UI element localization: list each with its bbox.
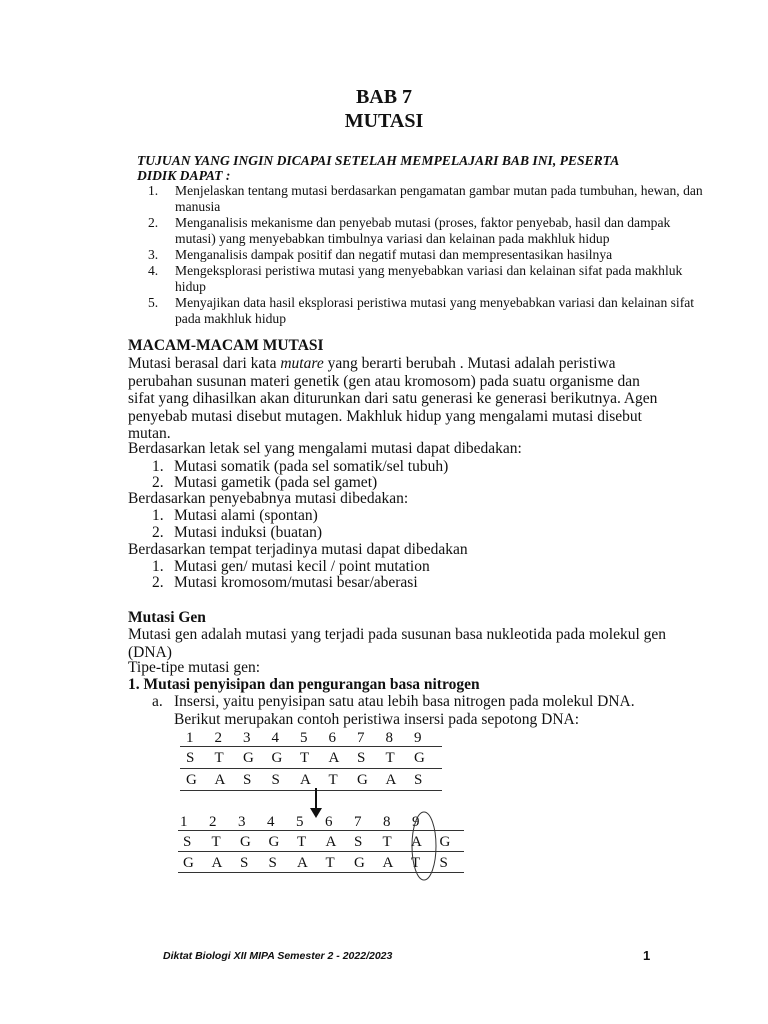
dna-base: 6 <box>325 814 333 830</box>
goal-number: 1. <box>148 183 159 198</box>
by-cause-heading: Berdasarkan penyebabnya mutasi dibedakan: <box>128 490 409 507</box>
dna-base: A <box>214 772 226 788</box>
dna-base: S <box>183 834 192 850</box>
list-text: Mutasi alami (spontan) <box>174 507 318 524</box>
dna-base: G <box>243 750 254 766</box>
dna-base: A <box>382 855 394 871</box>
dna-base: 1 <box>186 730 194 746</box>
dna-base: 5 <box>300 730 308 746</box>
intro-italic-term: mutare <box>280 355 324 372</box>
section-heading-gen: Mutasi Gen <box>128 609 206 626</box>
dna-base: 4 <box>271 730 279 746</box>
list-number: 1. <box>152 458 164 475</box>
dna-base: G <box>240 834 251 850</box>
goal-number: 3. <box>148 247 159 262</box>
dna-base: A <box>300 772 311 788</box>
insertion-line1: Insersi, yaitu penyisipan satu atau lebih basa nitrogen pada molekul DNA. <box>174 693 635 710</box>
dna-base: G <box>357 772 368 788</box>
section-heading-macam: MACAM-MACAM MUTASI <box>128 337 324 354</box>
dna-base: G <box>268 834 280 850</box>
dna-base: 7 <box>354 814 362 830</box>
dna-base: S <box>414 772 423 788</box>
goal-number: 4. <box>148 263 159 278</box>
dna-base: G <box>354 855 365 871</box>
dna-base: T <box>382 834 392 850</box>
dna-base: S <box>357 750 366 766</box>
dna-base: 7 <box>357 730 365 746</box>
goal-text: Menganalisis mekanisme dan penyebab mutasi (proses, faktor penyebab, hasil dan dampak mutasi) yang menyebabkan timbulnya variasi dan kelainan pada makhluk hidup <box>175 215 671 246</box>
dna-base: G <box>271 750 283 766</box>
dna-base: S <box>243 772 252 788</box>
dna-base: T <box>297 834 307 850</box>
insertion-line2: Berikut merupakan contoh peristiwa insersi pada sepotong DNA: <box>174 710 580 728</box>
list-text: Mutasi kromosom/mutasi besar/aberasi <box>174 574 418 591</box>
dna-base: A <box>385 772 397 788</box>
dna-base: A <box>325 834 337 850</box>
footer-text: Diktat Biologi XII MIPA Semester 2 - 2022/2023 <box>163 950 393 962</box>
goal-number: 2. <box>148 215 159 230</box>
dna-base: 3 <box>238 814 246 830</box>
dna-base: G <box>186 772 197 788</box>
dna-base: 8 <box>383 814 391 830</box>
dna-base: S <box>240 855 249 871</box>
by-cell-heading: Berdasarkan letak sel yang mengalami mutasi dapat dibedakan: <box>128 440 522 457</box>
dna-base: 2 <box>209 814 217 830</box>
list-text: Mutasi gametik (pada sel gamet) <box>174 474 378 491</box>
dna-base: 1 <box>180 814 188 830</box>
dna-base: 8 <box>385 730 393 746</box>
insertion-label: a. <box>152 693 163 710</box>
list-number: 2. <box>152 474 164 491</box>
goals-heading-line2: DIDIK DAPAT : <box>137 168 231 183</box>
down-arrow-icon <box>306 786 326 820</box>
intro-post: yang berarti berubah . Mutasi adalah peristiwa perubahan susunan materi genetik (gen atau kromosom) pada suatu organisme dan sifat yang dihasilkan akan diturunkan dari satu generasi ke generasi berikutnya. Agen penyebab mutasi disebut mutagen. Makhluk hidup yang mengalami mutasi disebut mutan. <box>128 355 658 443</box>
list-number: 1. <box>152 558 164 575</box>
insertion-highlight <box>410 810 438 882</box>
divider-line <box>180 768 442 769</box>
dna-base: A <box>411 834 422 850</box>
dna-base: G <box>414 750 425 766</box>
dna-base: 9 <box>414 730 422 746</box>
list-number: 2. <box>152 524 164 541</box>
intro-pre: Mutasi berasal dari kata <box>128 355 281 372</box>
dna-base: G <box>183 855 194 871</box>
dna-base: A <box>297 855 308 871</box>
dna-base: A <box>211 855 223 871</box>
goal-text: Menyajikan data hasil eksplorasi peristiwa mutasi yang menyebabkan variasi dan kelainan sifat pada makhluk hidup <box>175 295 695 326</box>
dna-base: A <box>328 750 340 766</box>
dna-base: 4 <box>267 814 275 830</box>
list-text: Mutasi induksi (buatan) <box>174 524 323 541</box>
list-number: 1. <box>152 507 164 524</box>
list-text: Mutasi gen/ mutasi kecil / point mutation <box>174 558 430 575</box>
dna-base: 9 <box>412 814 420 830</box>
page-number: 1 <box>643 948 651 963</box>
dna-base: T <box>211 834 221 850</box>
dna-base: 5 <box>296 814 304 830</box>
gen-definition: Mutasi gen adalah mutasi yang terjadi pada susunan basa nukleotida pada molekul gen (DNA) <box>128 626 667 661</box>
list-number: 2. <box>152 574 164 591</box>
dna-base: T <box>385 750 395 766</box>
goal-text: Mengeksplorasi peristiwa mutasi yang menyebabkan variasi dan kelainan sifat pada makhluk hidup <box>175 263 683 294</box>
by-place-heading: Berdasarkan tempat terjadinya mutasi dapat dibedakan <box>128 541 468 558</box>
dna-base: 2 <box>214 730 222 746</box>
dna-base: S <box>271 772 280 788</box>
divider-line <box>180 746 442 747</box>
dna-base: T <box>300 750 310 766</box>
dna-base: T <box>411 855 421 871</box>
dna-base: S <box>354 834 363 850</box>
goals-heading-line1: TUJUAN YANG INGIN DICAPAI SETELAH MEMPELAJARI BAB INI, PESERTA <box>137 153 620 168</box>
dna-base: S <box>186 750 195 766</box>
goal-text: Menganalisis dampak positif dan negatif mutasi dan mempresentasikan hasilnya <box>175 247 613 262</box>
dna-base: 6 <box>328 730 336 746</box>
dna-base: S <box>268 855 277 871</box>
dna-base: T <box>214 750 224 766</box>
dna-base: T <box>325 855 335 871</box>
dna-base: S <box>439 855 448 871</box>
gen-type-1: 1. Mutasi penyisipan dan pengurangan basa nitrogen <box>128 676 480 693</box>
list-text: Mutasi somatik (pada sel somatik/sel tubuh) <box>174 458 449 475</box>
dna-base: G <box>439 834 451 850</box>
goal-number: 5. <box>148 295 159 310</box>
dna-base: 3 <box>243 730 251 746</box>
goal-text: Menjelaskan tentang mutasi berdasarkan pengamatan gambar mutan pada tumbuhan, hewan, dan manusia <box>175 183 703 214</box>
gen-types: Tipe-tipe mutasi gen: <box>128 659 261 676</box>
chapter-number: BAB 7 <box>355 86 413 108</box>
chapter-title: MUTASI <box>344 110 424 132</box>
dna-base: T <box>328 772 338 788</box>
